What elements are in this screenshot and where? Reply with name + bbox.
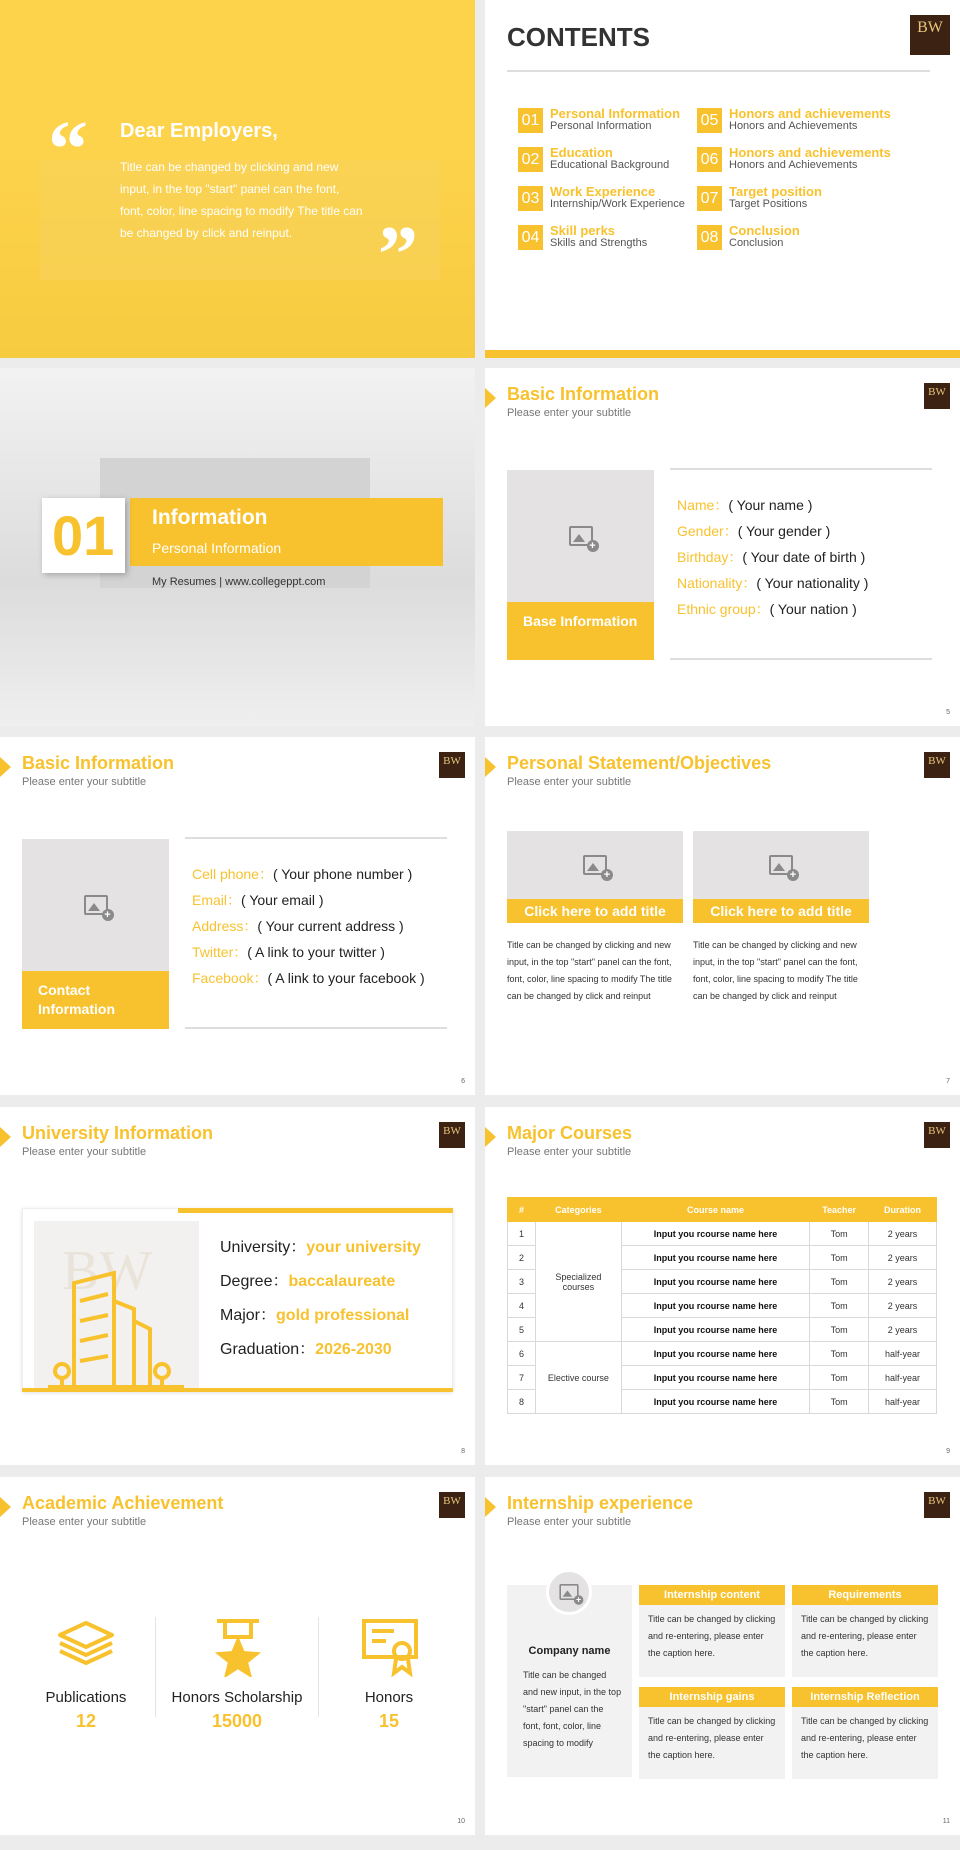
slide-greeting: [0, 0, 475, 358]
add-image-icon: [84, 895, 108, 915]
duration: 2 years: [869, 1222, 937, 1246]
info-field: [192, 965, 425, 991]
university-field: [220, 1299, 421, 1333]
section-number: 01: [52, 504, 115, 567]
duration: half-year: [869, 1366, 937, 1390]
box-title[interactable]: Internship gains: [639, 1687, 785, 1707]
slide-title: University Information: [22, 1123, 214, 1143]
teacher: Tom: [810, 1246, 869, 1270]
logo-icon: BW: [439, 1492, 465, 1518]
contents-item-title[interactable]: Education: [550, 145, 613, 160]
course-name[interactable]: Input you rcourse name here: [621, 1318, 809, 1342]
teacher: Tom: [810, 1270, 869, 1294]
box-body: Title can be changed by clicking and re-entering, please enter the caption here.: [648, 1716, 776, 1760]
course-name[interactable]: Input you rcourse name here: [621, 1246, 809, 1270]
add-image-icon: [559, 1584, 578, 1600]
field-value[interactable]: ( Your email ): [241, 892, 324, 908]
course-name[interactable]: Input you rcourse name here: [621, 1366, 809, 1390]
building-icon: [34, 1221, 199, 1388]
internship-box: [639, 1585, 785, 1677]
box-body: Title can be changed by clicking and re-entering, please enter the caption here.: [801, 1614, 929, 1658]
contents-number: 08: [697, 225, 722, 250]
column-header: #: [508, 1198, 536, 1222]
internship-box: [792, 1687, 938, 1779]
contents-item-subtitle: Target Positions: [729, 198, 808, 210]
contents-item-title[interactable]: Target position: [729, 184, 822, 199]
page-number: 5: [946, 709, 950, 716]
divider: [670, 468, 932, 470]
row-number: 3: [508, 1270, 536, 1294]
page-number: 9: [946, 1448, 950, 1455]
teacher: Tom: [810, 1342, 869, 1366]
divider: [185, 837, 447, 839]
info-field: [192, 861, 425, 887]
contact-info-label: Contact Information: [22, 971, 169, 1029]
page-number: 6: [461, 1078, 465, 1085]
row-number: 5: [508, 1318, 536, 1342]
add-image-icon: [583, 855, 607, 875]
course-name[interactable]: Input you rcourse name here: [621, 1342, 809, 1366]
category-cell: Specialized courses: [535, 1222, 621, 1342]
image-placeholder[interactable]: [22, 839, 169, 971]
contents-number: 07: [697, 186, 722, 211]
achievement-value: 12: [75, 1711, 97, 1731]
slide-title: Internship experience: [507, 1493, 694, 1513]
contents-number: 03: [518, 186, 543, 211]
course-name[interactable]: Input you rcourse name here: [621, 1390, 809, 1414]
divider: [185, 1027, 447, 1029]
duration: half-year: [869, 1342, 937, 1366]
image-placeholder[interactable]: [507, 470, 654, 602]
table-header: [508, 1198, 937, 1222]
logo-icon: BW: [924, 752, 950, 778]
slide-title: Major Courses: [507, 1123, 633, 1143]
quote-open-icon: “: [48, 106, 88, 194]
field-label: Name：: [677, 497, 729, 513]
contents-item-subtitle: Educational Background: [550, 159, 670, 171]
field-label: Major：: [220, 1307, 277, 1324]
category-cell: Elective course: [535, 1342, 621, 1414]
field-value[interactable]: ( Your phone number ): [272, 866, 413, 882]
slide-major-courses: [485, 1107, 960, 1465]
table-row: [508, 1342, 937, 1366]
column-header: Teacher: [810, 1198, 869, 1222]
contents-number: 02: [518, 147, 543, 172]
page-number: 10: [457, 1818, 465, 1825]
teacher: Tom: [810, 1366, 869, 1390]
column-header: Course name: [621, 1198, 809, 1222]
slide-subtitle: Please enter your subtitle: [22, 1516, 147, 1528]
achievement-value: 15: [378, 1711, 400, 1731]
slide-subtitle: Please enter your subtitle: [507, 1146, 632, 1158]
contents-item-subtitle: Internship/Work Experience: [550, 198, 685, 210]
company-image-circle[interactable]: [546, 1569, 592, 1615]
field-label: Birthday：: [677, 549, 743, 565]
course-name[interactable]: Input you rcourse name here: [621, 1294, 809, 1318]
slide-title: Personal Statement/Objectives: [507, 753, 772, 773]
field-label: Twitter：: [192, 944, 248, 960]
page-number: 8: [461, 1448, 465, 1455]
info-field: [192, 913, 425, 939]
field-label: Ethnic group：: [677, 601, 770, 617]
section-subtitle: Personal Information: [152, 540, 282, 556]
title-marker: [485, 1497, 496, 1517]
field-value[interactable]: 2026-2030: [315, 1341, 392, 1358]
field-value[interactable]: your university: [306, 1239, 421, 1256]
add-image-icon: [769, 855, 793, 875]
logo-icon: BW: [439, 1122, 465, 1148]
duration: 2 years: [869, 1294, 937, 1318]
box-body: Title can be changed by clicking and re-entering, please enter the caption here.: [648, 1614, 776, 1658]
field-value[interactable]: baccalaureate: [288, 1273, 396, 1290]
logo-icon: BW: [924, 383, 950, 409]
contact-fields: [192, 861, 425, 991]
slide-personal-statement: [485, 737, 960, 1095]
teacher: Tom: [810, 1390, 869, 1414]
field-value[interactable]: ( A link to your twitter ): [247, 944, 385, 960]
contents-item-subtitle: Personal Information: [550, 120, 652, 132]
row-number: 7: [508, 1366, 536, 1390]
field-value[interactable]: gold professional: [276, 1307, 410, 1324]
title-marker: [485, 1127, 496, 1147]
info-field: [677, 570, 868, 596]
university-field: [220, 1333, 421, 1367]
field-value[interactable]: ( Your date of birth ): [742, 549, 866, 565]
field-value[interactable]: ( Your current address ): [257, 918, 404, 934]
logo-icon: BW: [910, 15, 950, 55]
divider: [670, 658, 932, 660]
course-name[interactable]: Input you rcourse name here: [621, 1222, 809, 1246]
image-placeholder[interactable]: [507, 831, 683, 899]
duration: 2 years: [869, 1246, 937, 1270]
duration: 2 years: [869, 1318, 937, 1342]
card-top-bar: [178, 1208, 453, 1213]
contents-item-title[interactable]: Honors and achievements: [729, 145, 891, 160]
field-label: Graduation：: [220, 1341, 316, 1358]
info-field: [677, 492, 868, 518]
slide-subtitle: Please enter your subtitle: [507, 1516, 632, 1528]
table-row: [508, 1222, 937, 1246]
contents-number: 05: [697, 108, 722, 133]
quote-close-icon: ”: [378, 211, 418, 299]
field-value[interactable]: ( Your gender ): [737, 523, 831, 539]
section-footer: My Resumes | www.collegeppt.com: [152, 576, 326, 588]
page-number: 7: [946, 1078, 950, 1085]
slide-title: Basic Information: [507, 384, 660, 404]
university-field: [220, 1265, 421, 1299]
field-label: Degree：: [220, 1273, 289, 1290]
teacher: Tom: [810, 1294, 869, 1318]
achievement-label: Publications: [45, 1689, 127, 1706]
box-body: Title can be changed by clicking and re-entering, please enter the caption here.: [801, 1716, 929, 1760]
box-title[interactable]: Requirements: [792, 1585, 938, 1605]
company-description: Title can be changed and new input, in the top "start" panel can the font, font, color, line spacing to modify: [523, 1670, 622, 1748]
contents-title: CONTENTS: [507, 22, 650, 52]
title-marker: [485, 757, 496, 777]
card-title[interactable]: Click here to add title: [693, 899, 869, 923]
field-label: Gender：: [677, 523, 738, 539]
add-image-icon: [569, 526, 593, 546]
contents-number: 01: [518, 108, 543, 133]
box-title[interactable]: Internship Reflection: [792, 1687, 938, 1707]
info-field: [192, 939, 425, 965]
slide-subtitle: Please enter your subtitle: [507, 776, 632, 788]
info-field: [677, 596, 868, 622]
field-label: Address：: [192, 918, 258, 934]
card-bottom-bar: [22, 1388, 453, 1392]
info-field: [677, 544, 868, 570]
contents-item-subtitle: Skills and Strengths: [550, 237, 648, 249]
achievement-label: Honors: [364, 1689, 414, 1706]
slide-subtitle: Please enter your subtitle: [507, 407, 632, 419]
row-number: 8: [508, 1390, 536, 1414]
column-header: Duration: [869, 1198, 937, 1222]
achievement-value: 15000: [211, 1711, 263, 1731]
image-placeholder[interactable]: [693, 831, 869, 899]
company-name: Company name: [528, 1645, 611, 1657]
greeting-title: Dear Employers,: [120, 120, 278, 142]
title-marker: [0, 1497, 11, 1517]
logo-icon: BW: [439, 752, 465, 778]
greeting-body: Title can be changed by clicking and new input, in the top "start" panel can the font, font, color, line spacing to modify The title can be changed by click and reinput.: [120, 160, 363, 240]
bottom-bar: [485, 350, 960, 358]
certificate-icon: [360, 1617, 420, 1677]
row-number: 4: [508, 1294, 536, 1318]
slide-contact-info: [0, 737, 475, 1095]
slide-internship: [485, 1477, 960, 1835]
title-marker: [485, 388, 496, 408]
scholarship-icon: [213, 1617, 263, 1677]
contents-number: 04: [518, 225, 543, 250]
field-value[interactable]: ( Your nation ): [769, 601, 857, 617]
card-title[interactable]: Click here to add title: [507, 899, 683, 923]
slide-academic-achievement: [0, 1477, 475, 1835]
slide-section: [0, 368, 475, 726]
contents-item-subtitle: Honors and Achievements: [729, 120, 858, 132]
contents-number: 06: [697, 147, 722, 172]
contents-item-subtitle: Conclusion: [729, 237, 784, 249]
watermark-logo: BW: [62, 1240, 153, 1302]
slide-basic-info: [485, 368, 960, 726]
slide-title: Basic Information: [22, 753, 175, 773]
university-fields: [220, 1231, 421, 1367]
university-field: [220, 1231, 421, 1265]
course-name[interactable]: Input you rcourse name here: [621, 1270, 809, 1294]
section-title: Information: [152, 506, 268, 529]
column-header: Categories: [535, 1198, 621, 1222]
row-number: 1: [508, 1222, 536, 1246]
slide-subtitle: Please enter your subtitle: [22, 1146, 147, 1158]
courses-table: [507, 1197, 937, 1414]
row-number: 2: [508, 1246, 536, 1270]
slide-contents: [485, 0, 960, 358]
duration: 2 years: [869, 1270, 937, 1294]
contents-item-title[interactable]: Personal Information: [550, 106, 681, 121]
card-body: Title can be changed by clicking and new input, in the top "start" panel can the font, font, color, line spacing to modify The title can be changed by click and reinput: [693, 940, 858, 1001]
field-value[interactable]: ( Your nationality ): [756, 575, 869, 591]
logo-icon: BW: [924, 1122, 950, 1148]
internship-box: [639, 1687, 785, 1779]
title-marker: [0, 1127, 11, 1147]
field-value[interactable]: ( A link to your facebook ): [267, 970, 425, 986]
title-marker: [0, 757, 11, 777]
info-field: [677, 518, 868, 544]
building-illustration: [34, 1221, 199, 1388]
field-label: Facebook：: [192, 970, 268, 986]
internship-box: [792, 1585, 938, 1677]
achievement-label: Honors Scholarship: [171, 1689, 303, 1706]
page-number: 11: [942, 1818, 950, 1825]
field-value[interactable]: ( Your name ): [728, 497, 813, 513]
divider: [507, 70, 930, 72]
field-label: Cell phone：: [192, 866, 273, 882]
info-fields: [677, 492, 868, 622]
info-field: [192, 887, 425, 913]
logo-icon: BW: [924, 1492, 950, 1518]
slide-subtitle: Please enter your subtitle: [22, 776, 147, 788]
teacher: Tom: [810, 1318, 869, 1342]
contents-item-title[interactable]: Honors and achievements: [729, 106, 891, 121]
contents-item-subtitle: Honors and Achievements: [729, 159, 858, 171]
duration: half-year: [869, 1390, 937, 1414]
field-label: University：: [220, 1239, 307, 1256]
field-label: Nationality：: [677, 575, 757, 591]
contents-item-title[interactable]: Conclusion: [729, 223, 800, 238]
row-number: 6: [508, 1342, 536, 1366]
base-info-label: Base Information: [507, 602, 654, 660]
field-label: Email：: [192, 892, 242, 908]
publications-icon: [56, 1617, 116, 1673]
card-body: Title can be changed by clicking and new input, in the top "start" panel can the font, font, color, line spacing to modify The title can be changed by click and reinput: [507, 940, 672, 1001]
box-title[interactable]: Internship content: [639, 1585, 785, 1605]
contents-item-title[interactable]: Work Experience: [550, 184, 656, 199]
contents-item-title[interactable]: Skill perks: [550, 223, 616, 238]
teacher: Tom: [810, 1222, 869, 1246]
slide-university: [0, 1107, 475, 1465]
slide-title: Academic Achievement: [22, 1493, 224, 1513]
